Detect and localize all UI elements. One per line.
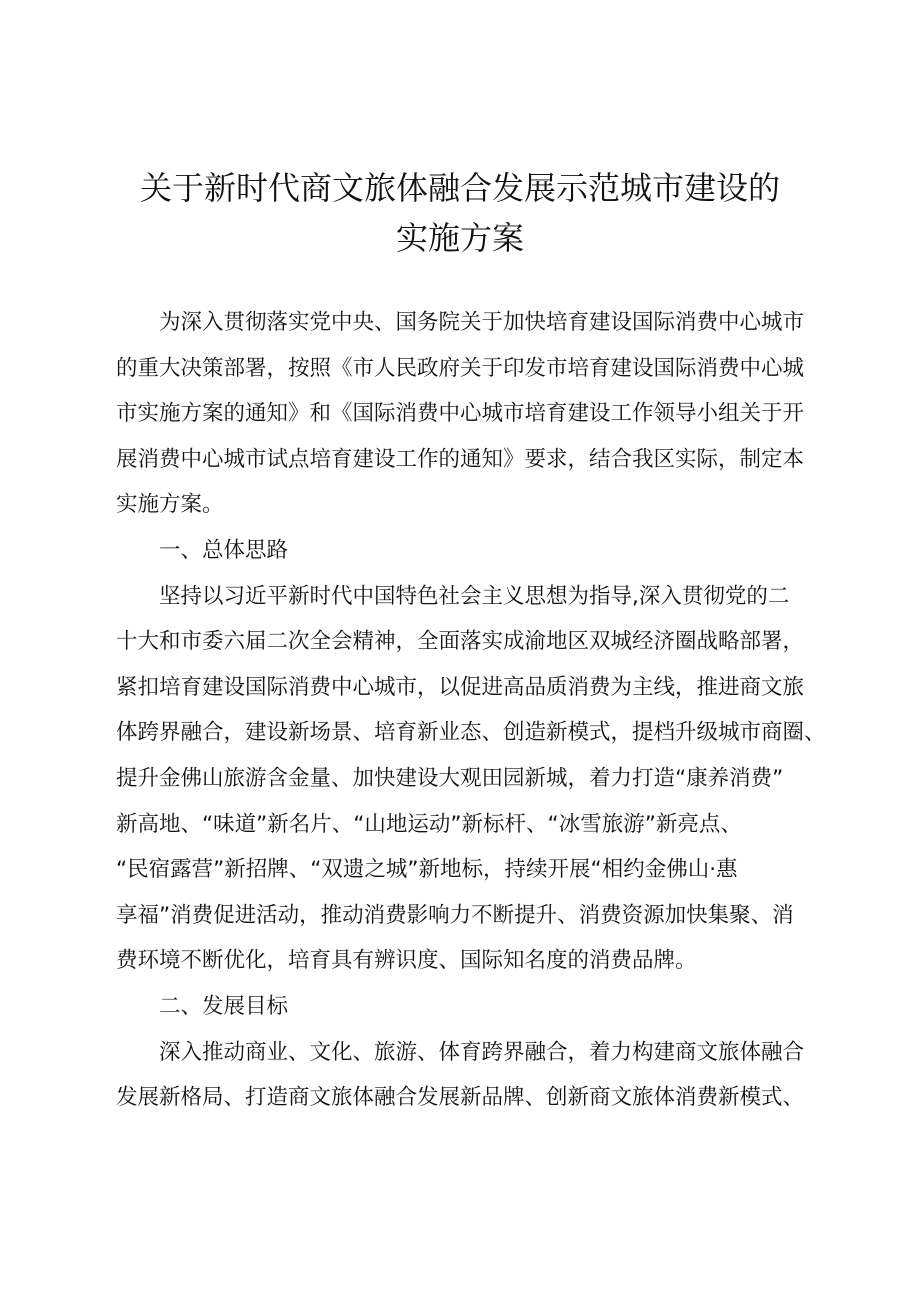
text-line: 坚持以习近平新时代中国特色社会主义思想为指导,深入贯彻党的二 (159, 583, 790, 609)
text-line: 体跨界融合，建设新场景、培育新业态、创造新模式，提档升级城市商圈、 (116, 720, 826, 746)
document-title-line-2: 实施方案 (395, 219, 524, 257)
section-heading-development-goals (116, 984, 806, 1030)
text-line: 实施方案。 (116, 492, 224, 518)
text-line: 新高地、“味道”新名片、“山地运动”新标杆、“冰雪旅游”新亮点、 (116, 811, 742, 837)
text-line: 为深入贯彻落实党中央、国务院关于加快培育建设国际消费中心城市 (159, 310, 805, 335)
section-heading: 二、发展目标 (159, 993, 289, 1019)
text-line: 市实施方案的通知》和《国际消费中心城市培育建设工作领导小组关于开 (116, 401, 805, 427)
section1-paragraph (116, 574, 826, 984)
text-line: 提升金佛山旅游含金量、加快建设大观田园新城，着力打造“康养消费” (116, 765, 784, 791)
section-heading-overall-approach (116, 528, 806, 574)
text-line: 发展新格局、打造商文旅体融合发展新品牌、创新商文旅体消费新模式、 (116, 1085, 805, 1111)
text-line: 十大和市委六届二次全会精神，全面落实成渝地区双城经济圈战略部署， (116, 629, 805, 655)
document-body (116, 300, 826, 1121)
text-line: “民宿露营”新招牌、“双遗之城”新地标，持续开展“相约金佛山·惠 (116, 857, 738, 883)
section-heading: 一、总体思路 (159, 537, 289, 563)
text-line: 的重大决策部署，按照《市人民政府关于印发市培育建设国际消费中心城 (116, 355, 805, 381)
document-title (0, 163, 920, 263)
text-line: 费环境不断优化，培育具有辨识度、国际知名度的消费品牌。 (116, 948, 697, 974)
text-line: 享福”消费促进活动，推动消费影响力不断提升、消费资源加快集聚、消 (116, 902, 794, 928)
text-line: 深入推动商业、文化、旅游、体育跨界融合，着力构建商文旅体融合 (159, 1039, 805, 1065)
intro-paragraph (116, 300, 806, 528)
document-title-line-1: 关于新时代商文旅体融合发展示范城市建设的 (139, 169, 780, 207)
section2-paragraph (116, 1030, 806, 1121)
text-line: 紧扣培育建设国际消费中心城市，以促进高品质消费为主线，推进商文旅 (116, 674, 805, 700)
text-line: 展消费中心城市试点培育建设工作的通知》要求，结合我区实际，制定本 (116, 446, 805, 472)
